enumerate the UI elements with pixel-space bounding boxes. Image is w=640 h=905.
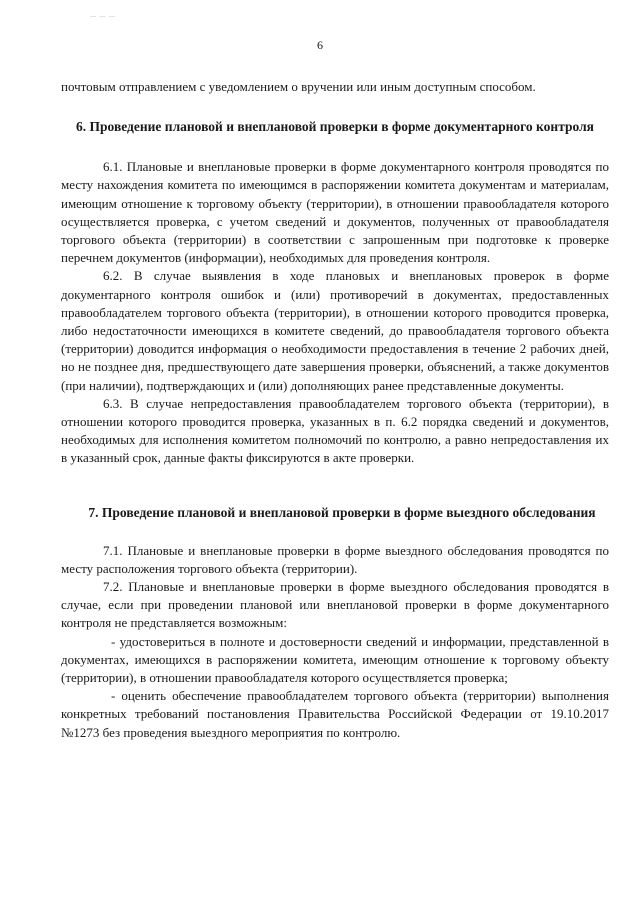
- paragraph-7-2: 7.2. Плановые и внеплановые проверки в форме выездного обследования проводятся в случае, если при проведении плановой или внеплановой проверки в форме документарного контроля не представляется возможным:: [61, 579, 609, 631]
- document-body: [61, 78, 609, 742]
- section-7-heading: 7. Проведение плановой и внеплановой проверки в форме выездного обследования: [88, 504, 596, 520]
- section-6-heading: 6. Проведение плановой и внеплановой проверки в форме документарного контроля: [76, 119, 594, 135]
- paragraph-7-1: 7.1. Плановые и внеплановые проверки в форме выездного обследования проводятся по месту расположения торгового объекта (территории).: [61, 542, 609, 576]
- paragraph-6-2: 6.2. В случае выявления в ходе плановых и внеплановых проверок в форме документарного контроля ошибок и (или) противоречий в документах, предоставленных правообладателем торгового объекта (территории), в отношении которого проводится проверка, либо недостаточности имеющихся в комитете сведений, до правообладателя торгового объекта (территории) доводится информация о необходимости предоставления в течение 2 рабочих дней, но не позднее дня, предшествующего дате завершения проверки, объяснений, а также документов (при наличии), подтверждающих и (или) дополняющих ранее представленные документы.: [61, 268, 609, 393]
- scan-stamp: — — —: [90, 14, 116, 20]
- paragraph-6-3: 6.3. В случае непредоставления правообладателем торгового объекта (территории), в отношении которого проводится проверка, указанных в п. 6.2 порядка сведений и документов, необходимых для исполнения комитетом полномочий по контролю, а равно непредоставления их в указанный срок, данные факты фиксируются в акте проверки.: [61, 395, 609, 466]
- bullet-item-2: - оценить обеспечение правообладателем торгового объекта (территории) выполнения конкретных требований постановления Правительства Российской Федерации от 19.10.2017 №1273 без проведения выездного мероприятия по контролю.: [61, 688, 609, 740]
- bullet-item-1: - удостовериться в полноте и достоверности сведений и информации, представленной в документах, имеющихся в распоряжении комитета, имеющим отношение к торговому объекту (территории), в отношении правообладателя которого осуществляется проверка;: [61, 633, 609, 686]
- page-number: 6: [317, 38, 323, 52]
- intro-paragraph: почтовым отправлением с уведомлением о вручении или иным доступным способом.: [61, 79, 536, 94]
- paragraph-6-1: 6.1. Плановые и внеплановые проверки в форме документарного контроля проводятся по месту нахождения комитета по имеющимся в распоряжении комитета документам и материалам, имеющим отношение к торговому объекту (территории), в отношении правообладателя которого осуществляется проверка, с учетом сведений и документов, полученных от правообладателя торгового объекта (территории) в соответствии с запрошенным при подготовке к проверке перечнем документов (информации), необходимых для проведения контроля.: [61, 159, 609, 266]
